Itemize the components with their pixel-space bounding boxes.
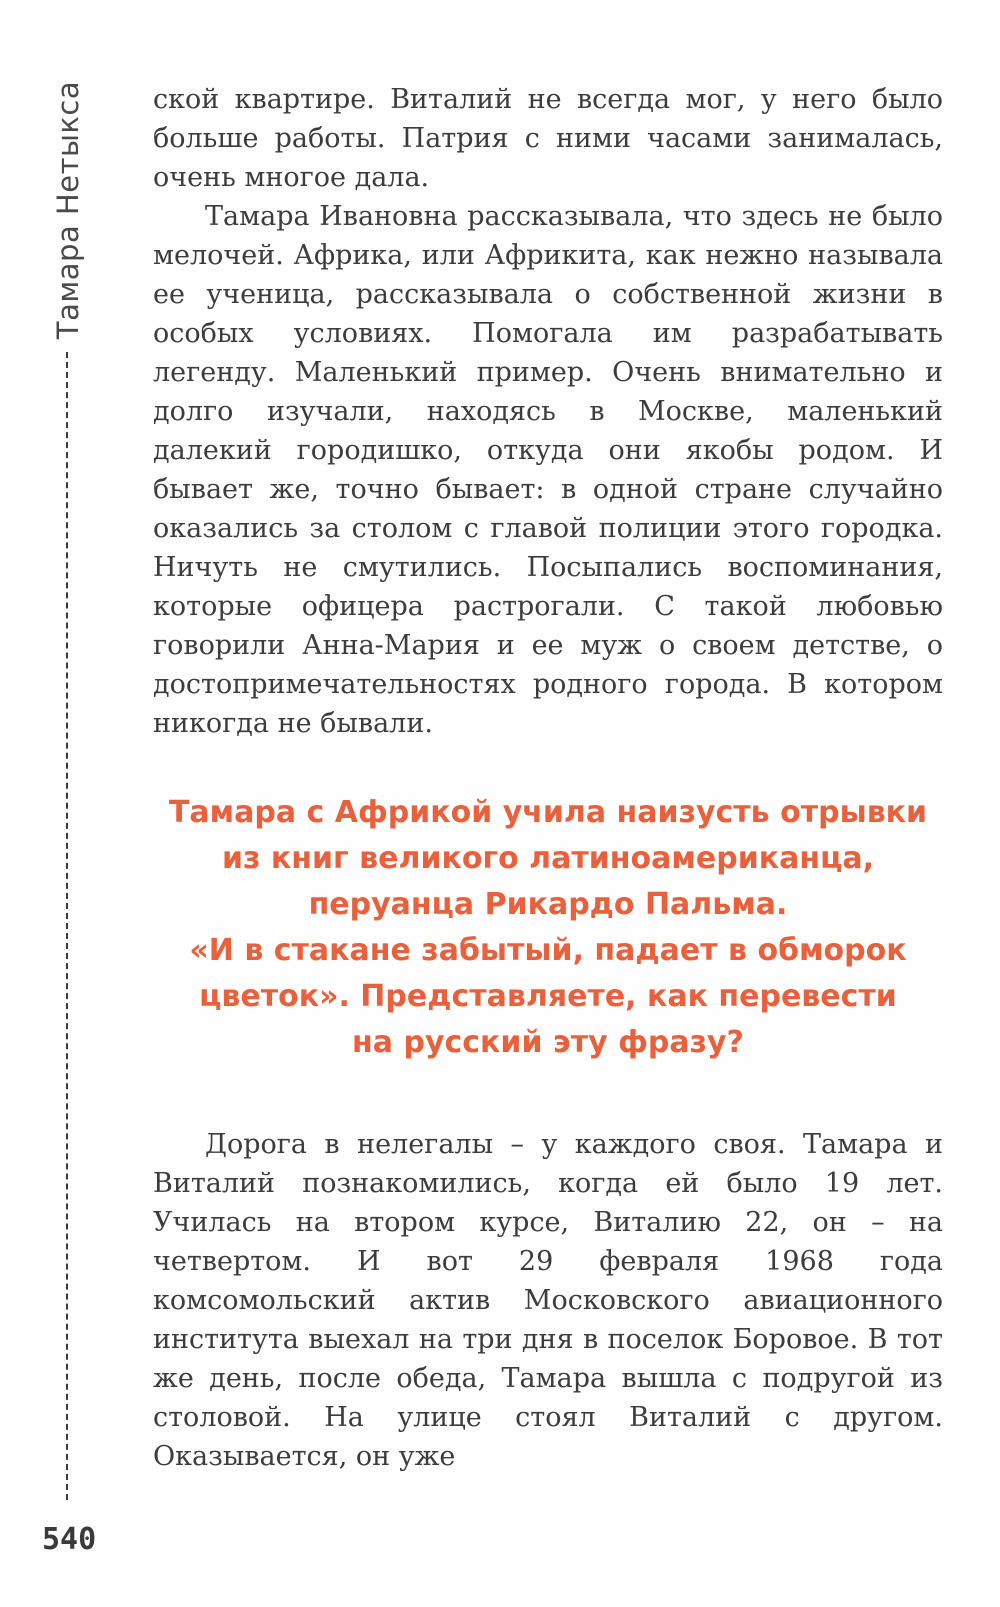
running-head xyxy=(48,80,88,340)
running-head-text: Тамара Нетыкса xyxy=(51,80,85,340)
paragraph: ской квартире. Виталий не всегда мог, у него было больше работы. Патрия с ними часами занималась, очень многое дала. xyxy=(153,84,943,193)
paragraph: Тамара Ивановна рассказывала, что здесь не было мелочей. Африка, или Африкита, как нежно называла ее ученица, рассказывала о собственной жизни в особых условиях. Помогала им разрабатывать легенду. Маленький пример. Очень внимательно и долго изучали, находясь в Москве, маленький далекий городишко, откуда они якобы родом. И бывает же, точно бывает: в одной стране случайно оказались за столом с главой полиции этого городка. Ничуть не смутились. Посыпались воспоминания, которые офицера растрогали. С такой любовью говорили Анна-Мария и ее муж о своем детстве, о достопримечательностях родного города. В котором никогда не бывали. xyxy=(153,201,943,739)
pull-quote-line: «И в стакане забытый, падает в обморок xyxy=(189,933,907,968)
margin-spine xyxy=(48,80,88,1500)
page-number: 540 xyxy=(42,1522,97,1557)
pull-quote-line: перуанца Рикардо Пальма. xyxy=(308,887,788,922)
pull-quote-line: Тамара с Африкой учила наизусть отрывки xyxy=(168,795,928,830)
body-text-top xyxy=(153,80,943,743)
pull-quote-line: цветок». Представляете, как перевести xyxy=(199,979,897,1014)
pull-quote-line: на русский эту фразу? xyxy=(352,1025,744,1060)
pull-quote xyxy=(153,790,943,1066)
body-text-bottom xyxy=(153,1125,943,1476)
paragraph: Дорога в нелегалы – у каждого своя. Тамара и Виталий познакомились, когда ей было 19 лет. Училась на втором курсе, Виталию 22, он – на четвертом. И вот 29 февраля 1968 года комсомольский актив Московского авиационного института выехал на три дня в поселок Боровое. В тот же день, после обеда, Тамара вышла с подругой из столовой. На улице стоял Виталий с другом. Оказывается, он уже xyxy=(153,1129,943,1472)
dashed-rule xyxy=(66,352,68,1500)
pull-quote-line: из книг великого латиноамериканца, xyxy=(222,841,874,876)
